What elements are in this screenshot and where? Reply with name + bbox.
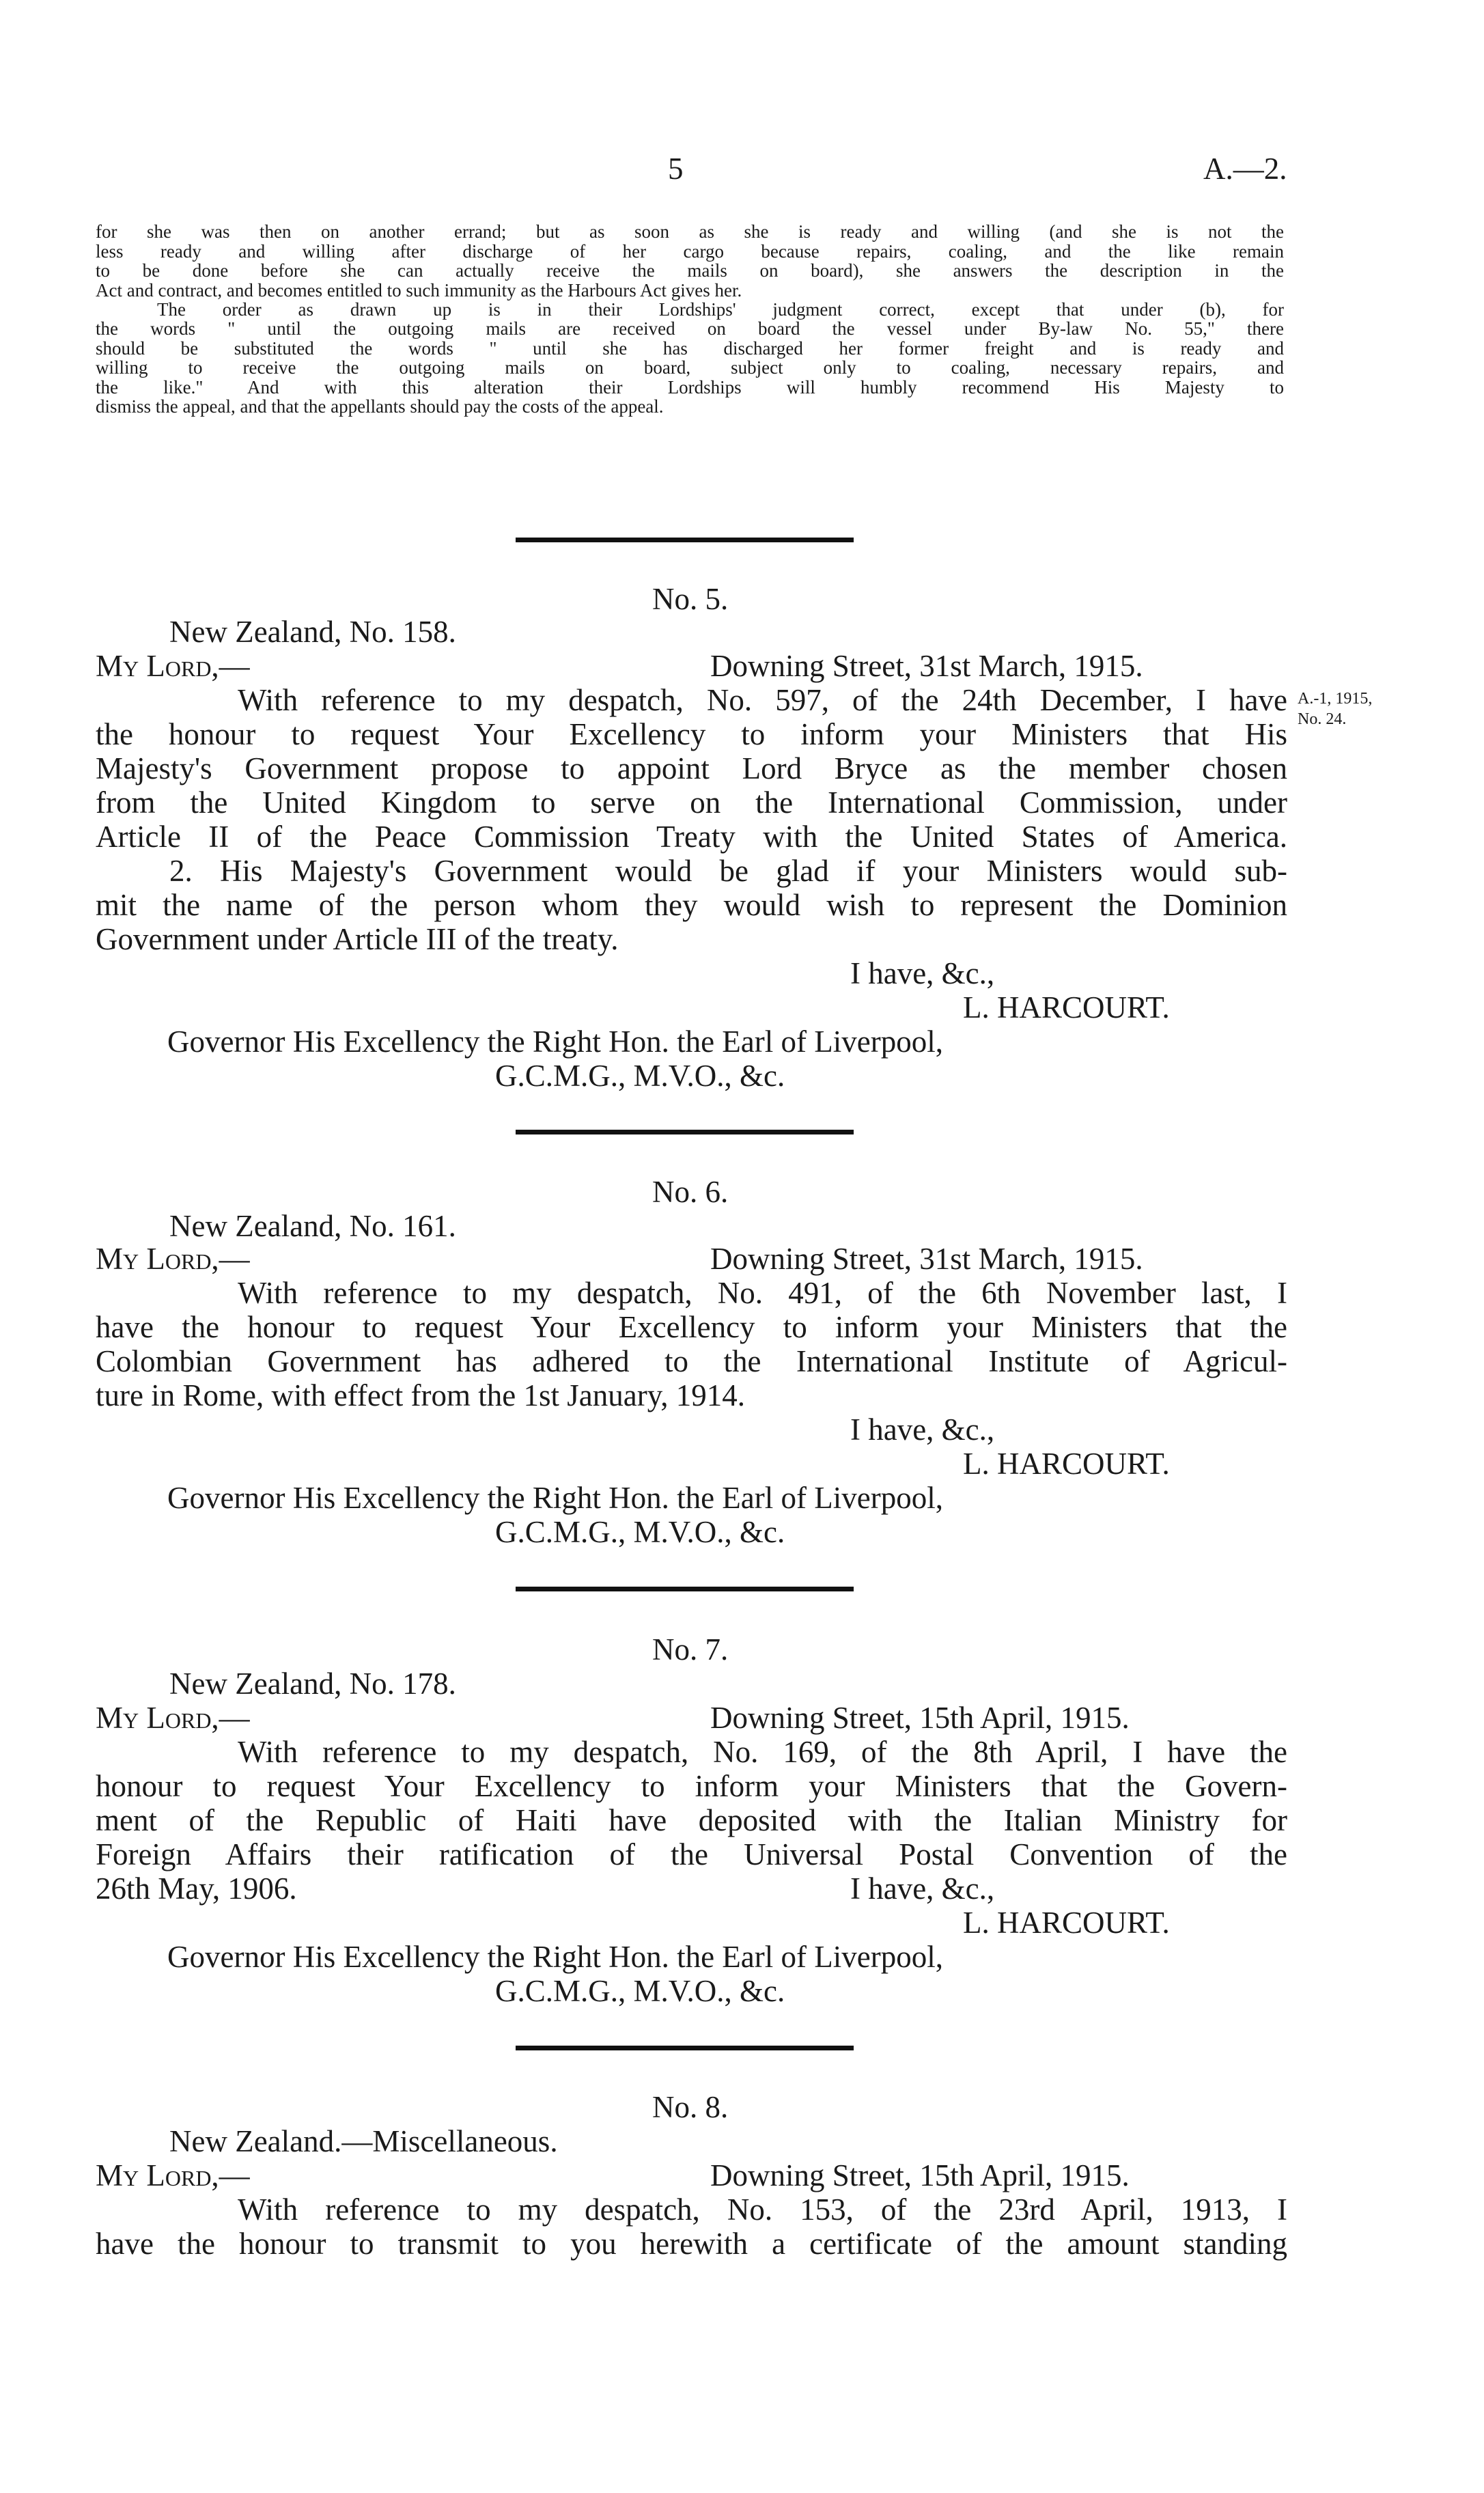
closing: I have, &c., xyxy=(850,1871,995,1906)
intro-line: less ready and willing after discharge of her cargo because repairs, coaling, and the like remain xyxy=(96,240,1284,262)
margin-note-line: A.-1, 1915, xyxy=(1298,690,1373,708)
intro-line: to be done before she can actually receive the mails on board), she answers the description in the xyxy=(96,260,1284,281)
honours: G.C.M.G., M.V.O., &c. xyxy=(495,1515,785,1549)
body-line: Government under Article III of the treaty. xyxy=(96,922,619,956)
closing: I have, &c., xyxy=(850,1412,995,1447)
salutation: My Lord,— xyxy=(96,2158,250,2192)
intro-line: for she was then on another errand; but as soon as she is ready and willing (and she is not the xyxy=(96,221,1284,242)
margin-note xyxy=(1298,688,1372,729)
document-series: A.—2. xyxy=(1203,152,1287,186)
signature: L. HARCOURT. xyxy=(963,990,1170,1025)
letter-body xyxy=(96,2192,1287,2261)
body-line: With reference to my despatch, No. 597, of the 24th December, I have xyxy=(238,683,1287,717)
intro-line: dismiss the appeal, and that the appellants should pay the costs of the appeal. xyxy=(96,396,664,417)
signature: L. HARCOURT. xyxy=(963,1906,1170,1940)
intro-line: the like." And with this alteration their Lordships will humbly recommend His Majesty to xyxy=(96,376,1284,398)
letter-body xyxy=(96,1276,1287,1412)
salutation: My Lord,— xyxy=(96,1242,250,1276)
margin-note-line: No. 24. xyxy=(1298,710,1347,728)
body-line: Colombian Government has adhered to the International Institute of Agricul- xyxy=(96,1344,1287,1378)
body-line: have the honour to request Your Excellency to inform your Ministers that the xyxy=(96,1310,1287,1344)
section-divider xyxy=(516,1587,854,1591)
letter-number: No. 8. xyxy=(652,2090,729,2124)
intro-line: the words " until the outgoing mails are received on board the vessel under By-law No. 55," there xyxy=(96,318,1284,339)
closing: I have, &c., xyxy=(850,956,995,990)
intro-paragraph-2 xyxy=(96,300,1284,320)
body-line: the honour to request Your Excellency to inform your Ministers that His xyxy=(96,717,1287,751)
body-line: Article II of the Peace Commission Treaty with the United States of America. xyxy=(96,820,1287,854)
place-date: Downing Street, 15th April, 1915. xyxy=(710,2158,1130,2192)
addressee: Governor His Excellency the Right Hon. the Earl of Liverpool, xyxy=(167,1025,943,1059)
section-divider xyxy=(516,2046,854,2050)
letter-body xyxy=(96,683,1287,956)
letter-number: No. 7. xyxy=(652,1632,729,1667)
body-line: ment of the Republic of Haiti have deposited with the Italian Ministry for xyxy=(96,1803,1287,1837)
body-line: Majesty's Government propose to appoint Lord Bryce as the member chosen xyxy=(96,751,1287,785)
intro-line: should be substituted the words " until she has discharged her former freight and is ready and xyxy=(96,337,1284,359)
honours: G.C.M.G., M.V.O., &c. xyxy=(495,1059,785,1093)
intro-line: willing to receive the outgoing mails on board, subject only to coaling, necessary repairs, and xyxy=(96,357,1284,378)
body-line: honour to request Your Excellency to inform your Ministers that the Govern- xyxy=(96,1769,1287,1803)
page-number: 5 xyxy=(668,152,684,186)
letter-reference: New Zealand.—Miscellaneous. xyxy=(169,2124,558,2158)
body-line: With reference to my despatch, No. 169, of the 8th April, I have the xyxy=(238,1735,1287,1769)
intro-paragraph-1 xyxy=(96,222,1284,300)
intro-paragraph-2-body xyxy=(96,319,1284,417)
body-line: With reference to my despatch, No. 153, of the 23rd April, 1913, I xyxy=(238,2192,1287,2227)
letter-reference: New Zealand, No. 178. xyxy=(169,1667,456,1701)
signature: L. HARCOURT. xyxy=(963,1447,1170,1481)
section-divider xyxy=(516,538,854,542)
body-line: 2. His Majesty's Government would be glad if your Ministers would sub- xyxy=(169,854,1287,888)
body-line: from the United Kingdom to serve on the International Commission, under xyxy=(96,785,1287,820)
letter-reference: New Zealand, No. 161. xyxy=(169,1209,456,1243)
section-divider xyxy=(516,1130,854,1134)
body-line: ture in Rome, with effect from the 1st January, 1914. xyxy=(96,1378,746,1412)
addressee: Governor His Excellency the Right Hon. the Earl of Liverpool, xyxy=(167,1481,943,1515)
salutation: My Lord,— xyxy=(96,1701,250,1735)
addressee: Governor His Excellency the Right Hon. the Earl of Liverpool, xyxy=(167,1940,943,1974)
place-date: Downing Street, 15th April, 1915. xyxy=(710,1701,1130,1735)
body-line: Foreign Affairs their ratification of the Universal Postal Convention of the xyxy=(96,1837,1287,1871)
letter-number: No. 5. xyxy=(652,582,729,616)
honours: G.C.M.G., M.V.O., &c. xyxy=(495,1974,785,2008)
body-line: have the honour to transmit to you herewith a certificate of the amount standing xyxy=(96,2227,1287,2261)
salutation: My Lord,— xyxy=(96,649,250,683)
intro-line: Act and contract, and becomes entitled to such immunity as the Harbours Act gives her. xyxy=(96,279,742,301)
body-line: 26th May, 1906. xyxy=(96,1871,297,1906)
intro-line: The order as drawn up is in their Lordships' judgment correct, except that under (b), for xyxy=(157,299,1284,320)
place-date: Downing Street, 31st March, 1915. xyxy=(710,1242,1143,1276)
letter-number: No. 6. xyxy=(652,1175,729,1209)
place-date: Downing Street, 31st March, 1915. xyxy=(710,649,1143,683)
body-line: mit the name of the person whom they would wish to represent the Dominion xyxy=(96,888,1287,922)
letter-body xyxy=(96,1735,1287,1906)
letter-reference: New Zealand, No. 158. xyxy=(169,615,456,649)
body-line: With reference to my despatch, No. 491, of the 6th November last, I xyxy=(238,1276,1287,1310)
